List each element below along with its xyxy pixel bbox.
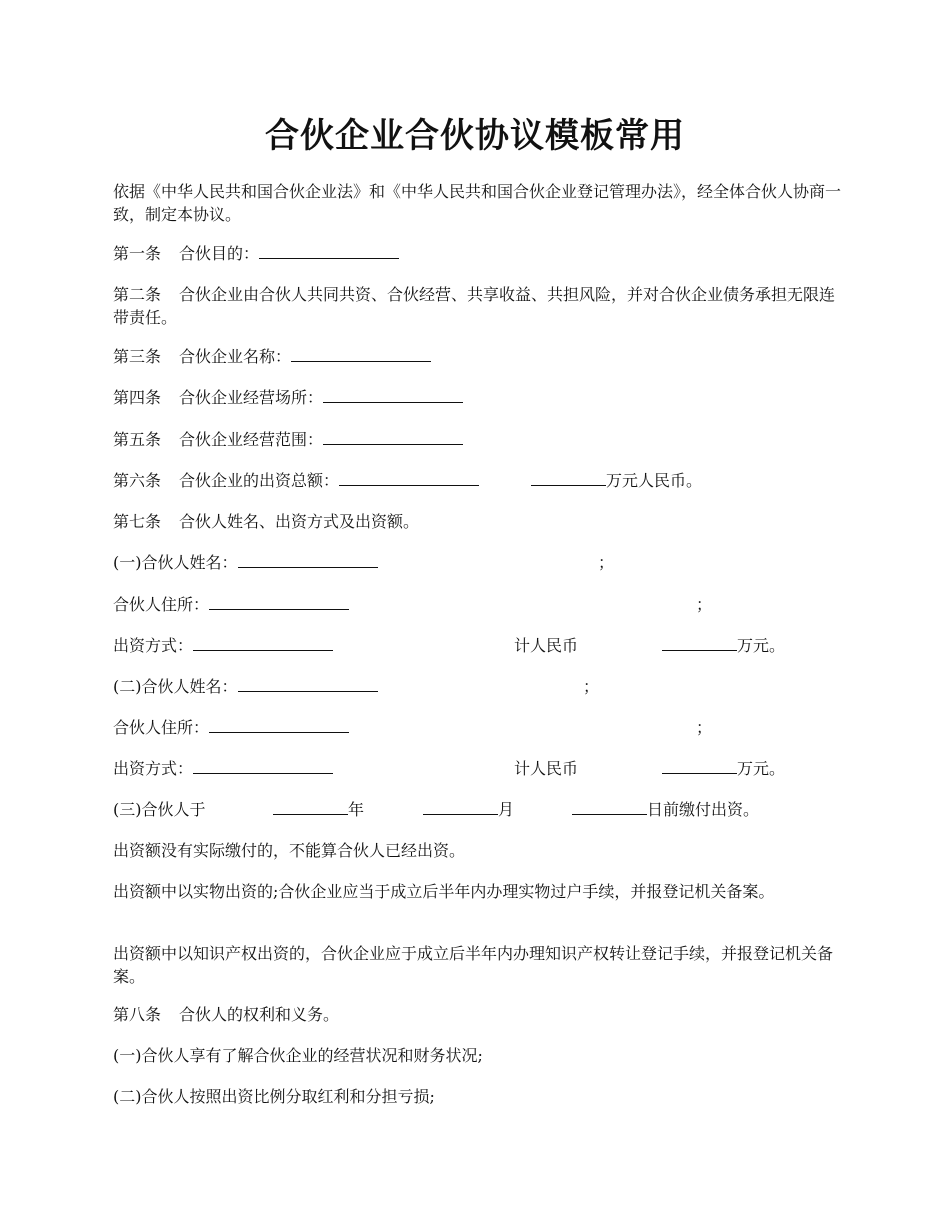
article-8 xyxy=(113,1003,841,1026)
article-number: 第五条 xyxy=(113,430,162,449)
partner-2-address xyxy=(113,716,841,739)
article-text: 合伙目的： xyxy=(179,244,260,263)
fill-blank[interactable] xyxy=(238,551,378,568)
article-text: 合伙人姓名、出资方式及出资额。 xyxy=(179,512,420,531)
fill-blank[interactable] xyxy=(423,798,498,815)
article-text: 合伙企业的出资总额： xyxy=(179,471,340,490)
fill-blank[interactable] xyxy=(339,469,479,486)
article-text: 合伙企业经营范围： xyxy=(179,430,324,449)
article-number: 第四条 xyxy=(113,388,162,407)
note-3: 出资额中以知识产权出资的，合伙企业应于成立后半年内办理知识产权转让登记手续，并报登记机关备案。 xyxy=(113,944,834,986)
month-label: 月 xyxy=(498,800,515,819)
line-end: ； xyxy=(696,718,713,737)
fill-blank[interactable] xyxy=(291,345,431,362)
article-text: 合伙企业经营场所： xyxy=(179,388,324,407)
fill-blank[interactable] xyxy=(238,675,378,692)
article-4 xyxy=(113,386,841,409)
fill-blank[interactable] xyxy=(193,634,333,651)
right-2: (二)合伙人按照出资比例分取红利和分担亏损; xyxy=(113,1087,435,1106)
wan-unit: 万元。 xyxy=(737,636,786,655)
field-label: (三)合伙人于 xyxy=(113,800,206,819)
article-number: 第一条 xyxy=(113,244,162,263)
article-3 xyxy=(113,345,841,368)
field-label: 出资方式： xyxy=(113,759,194,778)
article-number: 第二条 xyxy=(113,285,162,304)
partner-1-name xyxy=(113,551,841,574)
fill-blank[interactable] xyxy=(193,757,333,774)
fill-blank[interactable] xyxy=(323,428,463,445)
article-6 xyxy=(113,469,841,492)
article-number: 第六条 xyxy=(113,471,162,490)
article-text: 合伙人的权利和义务。 xyxy=(179,1005,340,1024)
fill-blank[interactable] xyxy=(572,798,647,815)
line-end: ； xyxy=(696,595,713,614)
intro-paragraph: 依据《中华人民共和国合伙企业法》和《中华人民共和国合伙企业登记管理办法》，经全体合伙人协商一致，制定本协议。 xyxy=(113,182,842,224)
fill-blank[interactable] xyxy=(323,386,463,403)
article-number: 第七条 xyxy=(113,512,162,531)
fill-blank[interactable] xyxy=(209,716,349,733)
fill-blank[interactable] xyxy=(531,469,606,486)
field-label: 合伙人住所： xyxy=(113,595,210,614)
article-number: 第八条 xyxy=(113,1005,162,1024)
field-label: 合伙人住所： xyxy=(113,718,210,737)
partner-2-name xyxy=(113,675,841,698)
right-1: (一)合伙人享有了解合伙企业的经营状况和财务状况; xyxy=(113,1046,483,1065)
partner-1-method xyxy=(113,634,841,657)
rmb-label: 计人民币 xyxy=(514,759,579,778)
rmb-label: 计人民币 xyxy=(514,636,579,655)
amount-unit: 万元人民币。 xyxy=(606,471,703,490)
article-7 xyxy=(113,510,841,533)
fill-blank[interactable] xyxy=(273,798,348,815)
line-end: ； xyxy=(583,677,600,696)
document-title: 合伙企业合伙协议模板常用 xyxy=(265,116,685,156)
day-label: 日前缴付出资。 xyxy=(647,800,760,819)
article-number: 第三条 xyxy=(113,347,162,366)
partner-2-method xyxy=(113,757,841,780)
article-text: 合伙企业由合伙人共同共资、合伙经营、共享收益、共担风险，并对合伙企业债务承担无限连带责任。 xyxy=(113,285,836,327)
article-2 xyxy=(113,283,841,329)
partner-1-address xyxy=(113,593,841,616)
article-1 xyxy=(113,242,841,265)
line-end: ； xyxy=(598,553,615,572)
fill-blank[interactable] xyxy=(209,593,349,610)
fill-blank[interactable] xyxy=(662,634,737,651)
year-label: 年 xyxy=(348,800,365,819)
field-label: (一)合伙人姓名： xyxy=(113,553,238,572)
field-label: 出资方式： xyxy=(113,636,194,655)
fill-blank[interactable] xyxy=(259,242,399,259)
note-1: 出资额没有实际缴付的，不能算合伙人已经出资。 xyxy=(113,841,466,860)
article-5 xyxy=(113,428,841,451)
payment-deadline xyxy=(113,798,841,821)
wan-unit: 万元。 xyxy=(737,759,786,778)
field-label: (二)合伙人姓名： xyxy=(113,677,238,696)
fill-blank[interactable] xyxy=(662,757,737,774)
note-2: 出资额中以实物出资的;合伙企业应当于成立后半年内办理实物过户手续，并报登记机关备案。 xyxy=(113,882,775,901)
article-text: 合伙企业名称： xyxy=(179,347,292,366)
